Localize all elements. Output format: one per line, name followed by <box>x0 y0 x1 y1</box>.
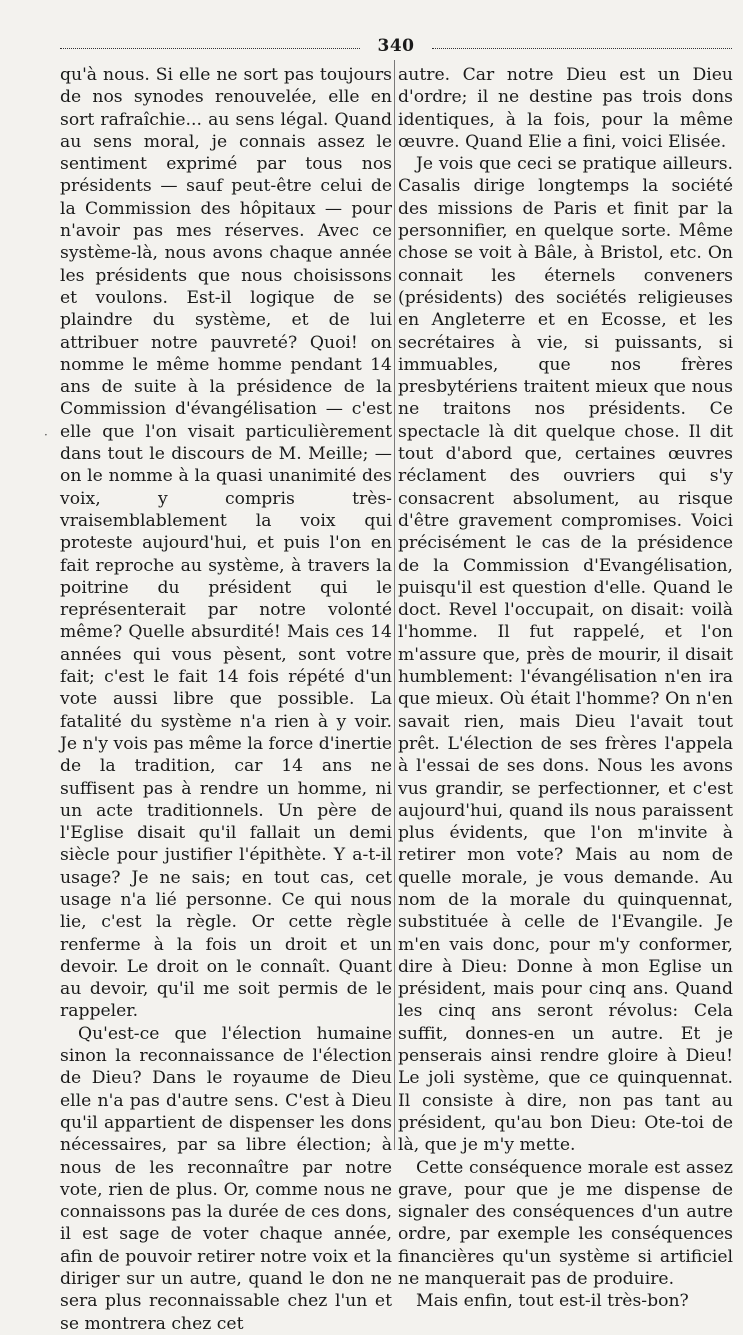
paragraph: qu'à nous. Si elle ne sort pas toujours de nos synodes renouvelée, elle en sort rafraîchie... au sens légal. Quand au sens moral, je connais assez le sentiment exprimé par tous nos présidents — sauf peut-être celui de la Commission des hôpitaux — pour n'avoir pas mes réserves. Avec ce système-là, nous avons chaque année les présidents que nous choisissons et voulons. Est-il logique de se plaindre du système, et de lui attribuer notre pauvreté? Quoi! on nomme le même homme pendant 14 ans de suite à la présidence de la Commission d'évangélisation — c'est elle que l'on visait particulièrement dans tout le discours de M. Meille; — on le nomme à la quasi unanimité des voix, y compris très-vraisemblablement la voix qui proteste aujourd'hui, et puis l'on en fait reproche au système, à travers la poitrine du président qui le représenterait par notre volonté même? Quelle absurdité! Mais ces 14 années qui vous pèsent, sont votre fait; c'est le fait 14 fois répété d'un vote aussi libre que possible. La fatalité du système n'a rien à y voir. Je n'y vois pas même la force d'inertie de la tradition, car 14 ans ne suffisent pas à rendre un homme, ni un acte traditionnels. Un père de l'Eglise disait qu'il fallait un demi siècle pour justifier l'épithète. Y a-t-il usage? Je ne sais; en tout cas, cet usage n'a lié personne. Ce qui nous lie, c'est la règle. Or cette règle renferme à la fois un droit et un devoir. Le droit on le connaît. Quant au devoir, qu'il me soit permis de le rappeler. <box>60 65 392 1022</box>
left-column <box>60 64 392 1335</box>
paragraph: Je vois que ceci se pratique ailleurs. Casalis dirige longtemps la société des missions de Paris et finit par la personnifier, en quelque sorte. Même chose se voit à Bâle, à Bristol, etc. On connait les éternels conveners (présidents) des sociétés religieuses en Angleterre et en Ecosse, et les secrétaires à vie, si puissants, si immuables, que nos frères presbytériens traitent mieux que nous ne traitons nos présidents. Ce spectacle là dit quelque chose. Il dit tout d'abord que, certaines œuvres réclament des ouvriers qui s'y consacrent absolument, au risque d'être gravement compromises. Voici précisément le cas de la présidence de la Commission d'Evangélisation, puisqu'il est question d'elle. Quand le doct. Revel l'occupait, on disait: voilà l'homme. Il fut rappelé, et l'on m'assure que, près de mourir, il disait humblement: l'évangélisation n'en ira que mieux. Où était l'homme? On n'en savait rien, mais Dieu l'avait tout prêt. L'élection de ses frères l'appela à l'essai de ses dons. Nous les avons vus grandir, se perfectionner, et c'est aujourd'hui, quand ils nous paraissent plus évidents, que l'on m'invite à retirer mon vote? Mais au nom de quelle morale, je vous demande. Au nom de la morale du quinquennat, substituée à celle de l'Evangile. Je m'en vais donc, pour m'y conformer, dire à Dieu: Donne à mon Eglise un président, mais pour cinq ans. Quand les cinq ans seront révolus: Cela suffit, donnes-en un autre. Et je penserais ainsi rendre gloire à Dieu! Le joli système, que ce quinquennat. Il consiste à dire, non pas tant au président, qu'au bon Dieu: Ote-toi de là, que je m'y mette. <box>398 154 733 1156</box>
page-number: 340 <box>377 36 415 56</box>
header-rule-right <box>432 48 732 49</box>
paragraph: Qu'est-ce que l'élection humaine sinon la reconnaissance de l'élection de Dieu? Dans le royaume de Dieu elle n'a pas d'autre sens. C'est à Dieu qu'il appartient de dispenser les dons nécessaires, par sa libre élection; à nous de les reconnaître par notre vote, rien de plus. Or, comme nous ne connaissons pas la durée de ces dons, il est sage de voter chaque année, afin de pouvoir retirer notre voix et la diriger sur un autre, quand le don ne sera plus reconnaissable chez l'un et se montrera chez cet <box>60 1023 392 1334</box>
margin-mark: · <box>44 428 48 442</box>
paragraph: Mais enfin, tout est-il très-bon? <box>416 1291 689 1312</box>
paragraph: Cette conséquence morale est assez grave, pour que je me dispense de signaler des conséquences d'un autre ordre, par exemple les conséquences financières qu'un système si artificiel ne manquerait pas de produire. <box>398 1157 733 1290</box>
right-column <box>398 64 733 1313</box>
column-divider <box>394 60 395 1150</box>
header-rule-left <box>60 48 360 49</box>
page-header <box>60 36 732 58</box>
paragraph: autre. Car notre Dieu est un Dieu d'ordre; il ne destine pas trois dons identiques, à la fois, pour la même œuvre. Quand Elie a fini, voici Elisée. <box>398 65 733 152</box>
